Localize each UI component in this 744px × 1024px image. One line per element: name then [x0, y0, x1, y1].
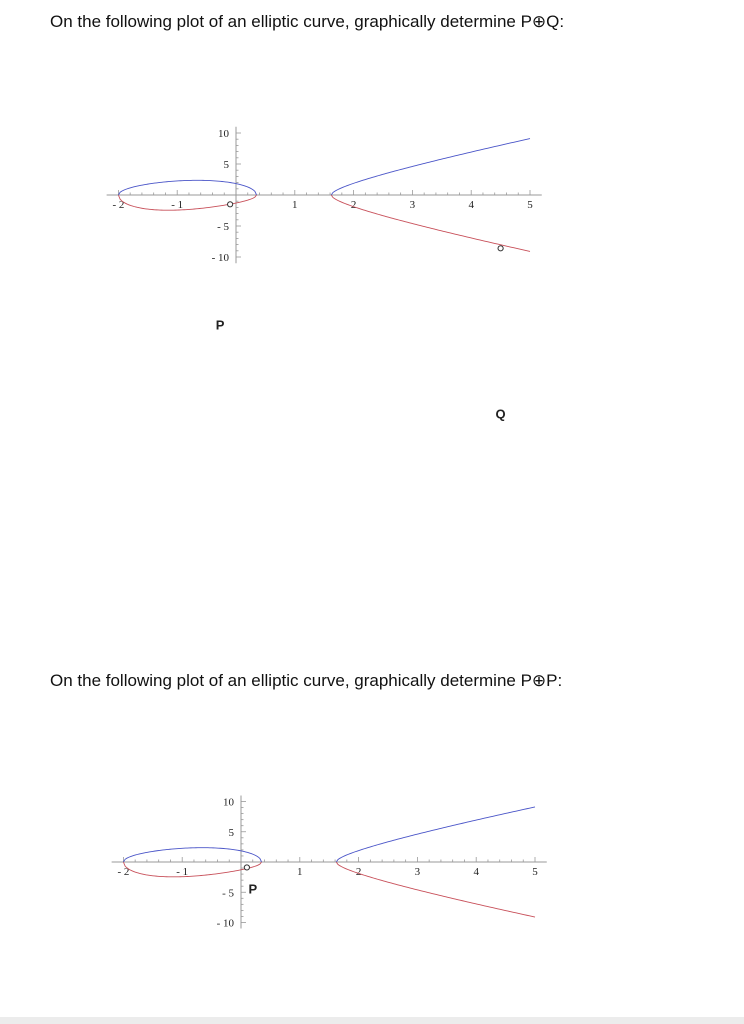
x-tick-label: - 2	[117, 866, 130, 878]
y-tick-label: 5	[223, 159, 229, 171]
right-branch-upper-curve	[331, 139, 530, 195]
x-tick-label: - 1	[176, 866, 189, 878]
y-tick-label: - 5	[222, 887, 234, 900]
elliptic-curve-plot-1	[0, 55, 744, 515]
y-tick-label: - 5	[217, 221, 229, 233]
point-p-label: P	[215, 317, 225, 333]
right-branch-lower-curve	[336, 862, 535, 917]
point-q-marker	[498, 246, 503, 251]
x-tick-label: - 1	[171, 199, 184, 211]
y-tick-label: - 10	[211, 252, 229, 264]
x-tick-label: - 2	[112, 199, 125, 211]
x-tick-label: 5	[527, 199, 533, 211]
question-1-text: On the following plot of an elliptic curve, graphically determine P⊕Q:	[50, 12, 565, 31]
x-tick-label: 1	[292, 199, 298, 211]
x-tick-label: 2	[350, 199, 357, 211]
point-q-label: Q	[495, 406, 506, 422]
question-2-text: On the following plot of an elliptic curve, graphically determine P⊕P:	[50, 671, 563, 690]
x-tick-label: 3	[414, 866, 421, 878]
point-p-label: P	[248, 881, 258, 897]
x-tick-label: 2	[355, 866, 362, 878]
x-tick-label: 4	[473, 866, 479, 878]
x-tick-label: 3	[409, 199, 416, 211]
point-p-marker	[228, 202, 233, 207]
y-tick-label: 10	[223, 796, 234, 809]
x-tick-label: 1	[297, 866, 303, 878]
x-tick-label: 5	[532, 866, 538, 878]
x-tick-label: 4	[468, 199, 474, 211]
right-branch-upper-curve	[336, 807, 535, 862]
elliptic-curve-plot-2	[0, 715, 744, 995]
bottom-scroll-bar	[0, 1017, 744, 1024]
y-tick-label: 5	[228, 826, 234, 839]
right-branch-lower-curve	[331, 195, 530, 251]
point-p-marker	[244, 865, 249, 870]
y-tick-label: - 10	[216, 917, 234, 930]
y-tick-label: 10	[218, 128, 229, 140]
